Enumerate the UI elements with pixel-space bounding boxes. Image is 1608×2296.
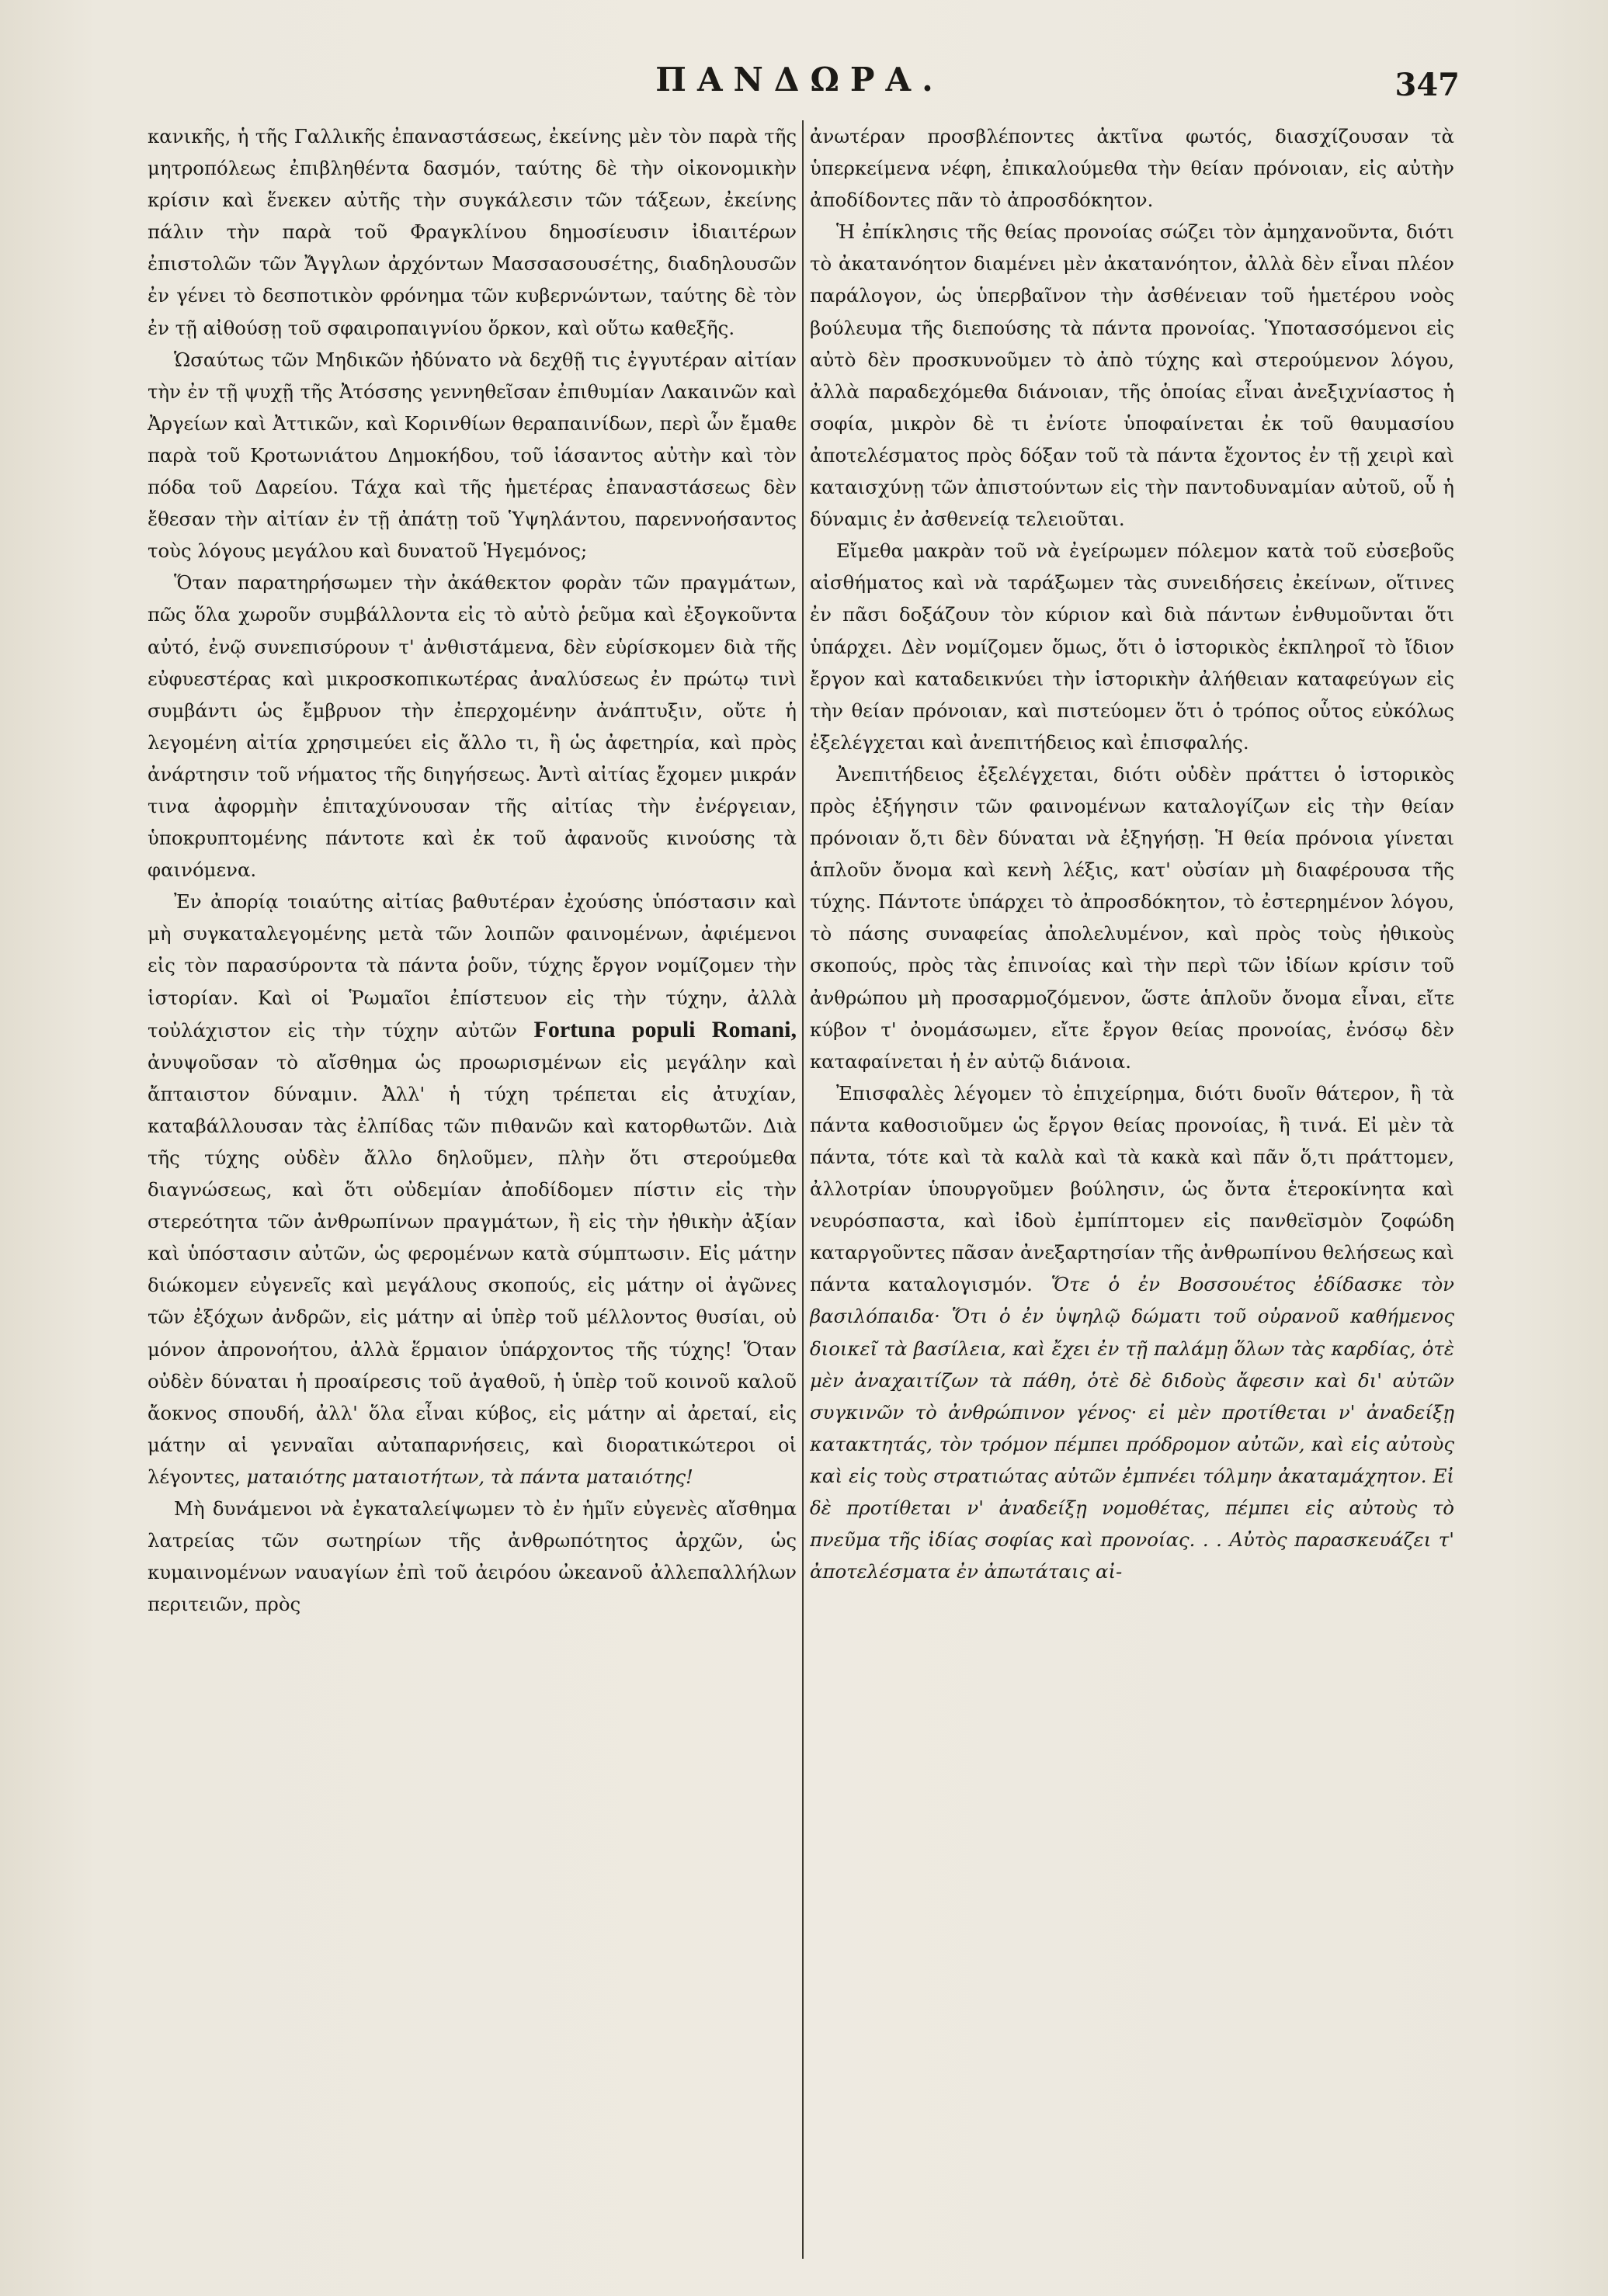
running-title: ΠΑΝΔΩΡΑ. bbox=[655, 61, 944, 99]
italic-quote: ματαιότης ματαιοτήτων, τὰ πάντα ματαιότης! bbox=[246, 1465, 693, 1488]
paragraph-text: Ἐν ἀπορίᾳ τοιαύτης αἰτίας βαθυτέραν ἐχούσης ὑπόστασιν καὶ μὴ συγκαταλεγομένης μετὰ τῶν λοιπῶν φαινομένων, ἀφιέμενοι εἰς τὸν παρασύροντα τὰ πάντα ῥοῦν, τύχης ἔργον νομίζομεν τὴν ἱστορίαν. Καὶ οἱ Ῥωμαῖοι ἐπίστευον εἰς τὴν τύχην, ἀλλὰ τοὐλάχιστον εἰς τὴν τύχην αὐτῶν bbox=[148, 890, 797, 1042]
paragraph: ἀνωτέραν προσβλέποντες ἀκτῖνα φωτός, διασχίζουσαν τὰ ὑπερκείμενα νέφη, ἐπικαλούμεθα τὴν θείαν πρόνοιαν, εἰς αὐτὴν ἀποδίδοντες πᾶν τὸ ἀπροσδόκητον. bbox=[810, 125, 1454, 212]
paragraph: Ἀνεπιτήδειος ἐξελέγχεται, διότι οὐδὲν πράττει ὁ ἱστορικὸς πρὸς ἐξήγησιν τῶν φαινομένων καταλογίζων εἰς τὴν θείαν πρόνοιαν ὅ,τι δὲν δύναται νὰ ἐξηγήσῃ. Ἡ θεία πρόνοια γίνεται ἁπλοῦν ὄνομα καὶ κενὴ λέξις, κατ' οὐσίαν μὴ διαφέρουσα τῆς τύχης. Πάντοτε ὑπάρχει τὸ ἀπροσδόκητον, τὸ ἐστερημένον λόγου, τὸ πάσης συναφείας ἀπολελυμένον, καὶ πρὸς τοὺς ἠθικοὺς σκοπούς, πρὸς τὰς ἐπινοίας καὶ τὴν περὶ τῶν ἰδίων κρίσιν τοῦ ἀνθρώπου μὴ προσαρμοζόμενον, ὥστε ἁπλοῦν ὄνομα εἶναι, εἴτε κύβον τ' ὀνομάσωμεν, εἴτε ἔργον θείας προνοίας, ἐνόσῳ δὲν καταφαίνεται ἡ ἐν αὐτῷ διάνοια. bbox=[810, 762, 1454, 1073]
latin-phrase: Fortuna populi Romani, bbox=[533, 1016, 797, 1042]
right-column bbox=[810, 120, 1454, 2259]
paragraph: Ὅταν παρατηρήσωμεν τὴν ἀκάθεκτον φορὰν τῶν πραγμάτων, πῶς ὅλα χωροῦν συμβάλλοντα εἰς τὸ αὐτὸ ῥεῦμα καὶ ἐξογκοῦντα αὐτό, ἐνῷ συνεπισύρουν τ' ἀνθιστάμενα, δὲν εὑρίσκομεν διὰ τῆς εὐφυεστέρας καὶ μικροσκοπικωτέρας ἀναλύσεως ἐν πρώτῳ τινὶ συμβάντι ὡς ἔμβρυον τὴν ἐπερχομένην ἀνάπτυξιν, οὔτε ἡ λεγομένη αἰτία χρησιμεύει εἰς ἄλλο τι, ἢ ὡς ἀφετηρία, καὶ πρὸς ἀνάρτησιν τοῦ νήματος τῆς διηγήσεως. Ἀντὶ αἰτίας ἔχομεν μικράν τινα ἀφορμὴν ἐπιταχύνουσαν τῆς αἰτίας τὴν ἐνέργειαν, ὑποκρυπτομένης πάντοτε καὶ ἐκ τοῦ ἀφανοῦς κινούσης τὰ φαινόμενα. bbox=[148, 571, 797, 882]
paragraph: Εἴμεθα μακρὰν τοῦ νὰ ἐγείρωμεν πόλεμον κατὰ τοῦ εὐσεβοῦς αἰσθήματος καὶ νὰ ταράξωμεν τὰς συνειδήσεις ἐκείνων, οἵτινες ἐν πᾶσι δοξάζουν τὸν κύριον καὶ διὰ πάντων ἐνθυμοῦνται ὅτι ὑπάρχει. Δὲν νομίζομεν ὅμως, ὅτι ὁ ἱστορικὸς ἐκπληροῖ τὸ ἴδιον ἔργον καὶ καταδεικνύει τὴν ἱστορικὴν ἀλήθειαν καταφεύγων εἰς τὴν θείαν πρόνοιαν, καὶ πιστεύομεν ὅτι ὁ τρόπος οὗτος εὐκόλως ἐξελέγχεται καὶ ἀνεπιτήδειος καὶ ἐπισφαλής. bbox=[810, 539, 1454, 754]
left-column bbox=[148, 120, 797, 2259]
paragraph: κανικῆς, ἡ τῆς Γαλλικῆς ἐπαναστάσεως, ἐκείνης μὲν τὸν παρὰ τῆς μητροπόλεως ἐπιβληθέντα δασμόν, ταύτης δὲ τὴν οἰκονομικὴν κρίσιν καὶ ἕνεκεν αὐτῆς τὴν συγκάλεσιν τῶν τάξεων, ἐκείνης πάλιν τὴν παρὰ τοῦ Φραγκλίνου δημοσίευσιν ἰδιαιτέρων ἐπιστολῶν τῶν Ἄγγλων ἀρχόντων Μασσασουσέτης, διαδηλουσῶν ἐν γένει τὸ δεσποτικὸν φρόνημα τῶν κυβερνώντων, ταύτης δὲ τὸν ἐν τῇ αἰθούσῃ τοῦ σφαιροπαιγνίου ὅρκον, καὶ οὕτω καθεξῆς. bbox=[148, 125, 797, 339]
paragraph-text: ἀνυψοῦσαν τὸ αἴσθημα ὡς προωρισμένων εἰς μεγάλην καὶ ἄπταιστον δύναμιν. Ἀλλ' ἡ τύχη τρέπεται εἰς ἀτυχίαν, καταβάλλουσαν τὰς ἐλπίδας τῶν πιθανῶν καὶ κατορθωτῶν. Διὰ τῆς τύχης οὐδὲν ἄλλο δηλοῦμεν, πλὴν ὅτι στερούμεθα διαγνώσεως, καὶ ὅτι οὐδεμίαν ἀποδίδομεν πίστιν εἰς τὴν στερεότητα τῶν ἀνθρωπίνων πραγμάτων, ἢ εἰς τὴν ἠθικὴν ἀξίαν καὶ ὑπόστασιν αὐτῶν, ὡς φερομένων κατὰ σύμπτωσιν. Εἰς μάτην διώκομεν εὐγενεῖς καὶ μεγάλους σκοπούς, εἰς μάτην οἱ ἀγῶνες τῶν ἐξόχων ἀνδρῶν, εἰς μάτην αἱ ὑπὲρ τοῦ μέλλοντος θυσίαι, οὐ μόνον ἀπρονοήτου, ἀλλὰ ἕρμαιον ὑπάρχοντος τῆς τύχης! Ὅταν οὐδὲν δύναται ἡ προαίρεσις τοῦ ἀγαθοῦ, ἡ ὑπὲρ τοῦ κοινοῦ καλοῦ ἄοκνος σπουδή, ἀλλ' ὅλα εἶναι κύβος, εἰς μάτην αἱ ἀρεταί, εἰς μάτην αἱ γενναῖαι αὐταπαρνήσεις, καὶ διορατικώτεροι οἱ λέγοντες, bbox=[148, 1050, 797, 1488]
paragraph: Μὴ δυνάμενοι νὰ ἐγκαταλείψωμεν τὸ ἐν ἡμῖν εὐγενὲς αἴσθημα λατρείας τῶν σωτηρίων τῆς ἀνθρωπότητος ἀρχῶν, ὡς κυμαινομένων ναυαγίων ἐπὶ τοῦ ἀειρόου ὠκεανοῦ ἀλλεπαλλήλων περιτειῶν, πρὸς bbox=[148, 1497, 797, 1616]
paragraph-text: Ἐπισφαλὲς λέγομεν τὸ ἐπιχείρημα, διότι δυοῖν θάτερον, ἢ τὰ πάντα καθοσιοῦμεν ὡς ἔργον θείας προνοίας, ἢ τινά. Εἰ μὲν τὰ πάντα, τότε καὶ τὰ καλὰ καὶ τὰ κακὰ καὶ πᾶν ὅ,τι πράττομεν, ἀλλοτρίαν ὑπουργοῦμεν βούλησιν, ὡς ὄντα ἑτεροκίνητα καὶ νευρόσπαστα, καὶ ἰδοὺ ἐμπίπτομεν εἰς πανθεϊσμὸν ζοφώδη καταργοῦντες πᾶσαν ἀνεξαρτησίαν τῆς ἀνθρωπίνου θελήσεως καὶ πάντα καταλογισμόν. bbox=[810, 1081, 1454, 1296]
paragraph: Ὡσαύτως τῶν Μηδικῶν ἠδύνατο νὰ δεχθῇ τις ἐγγυτέραν αἰτίαν τὴν ἐν τῇ ψυχῇ τῆς Ἀτόσσης γεννηθεῖσαν ἐπιθυμίαν Λακαινῶν καὶ Ἀργείων καὶ Ἀττικῶν, καὶ Κορινθίων θεραπαινίδων, περὶ ὧν ἔμαθε παρὰ τοῦ Κροτωνιάτου Δημοκήδου, τοῦ ἰάσαντος αὐτὴν καὶ τὸν πόδα τοῦ Δαρείου. Τάχα καὶ τῆς ἡμετέρας ἐπαναστάσεως δὲν ἔθεσαν τὴν αἰτίαν ἐν τῇ ἀπάτῃ τοῦ Ὑψηλάντου, παρεννοήσαντος τοὺς λόγους μεγάλου καὶ δυνατοῦ Ἡγεμόνος; bbox=[148, 348, 797, 563]
page-header bbox=[140, 61, 1460, 115]
paragraph bbox=[148, 886, 797, 1493]
column-divider bbox=[802, 120, 804, 2259]
italic-quote: Ὅτε ὁ ἐν Βοσσουέτος ἐδίδασκε τὸν βασιλόπαιδα· Ὅτι ὁ ἐν ὑψηλῷ δώματι τοῦ οὐρανοῦ καθήμενος διοικεῖ τὰ βασίλεια, καὶ ἔχει ἐν τῇ παλάμῃ ὅλων τὰς καρδίας, ὁτὲ μὲν ἀναχαιτίζων τὰ πάθη, ὁτὲ δὲ διδοὺς ἄφεσιν καὶ δι' αὐτῶν συγκινῶν τὸ ἀνθρώπινον γένος· εἰ μὲν προτίθεται ν' ἀναδείξῃ κατακτητάς, τὸν τρόμον πέμπει πρόδρομον αὐτῶν, καὶ εἰς αὐτοὺς καὶ εἰς τοὺς στρατιώτας αὐτῶν ἐμπνέει τόλμην ἀκαταμάχητον. Εἰ δὲ προτίθεται ν' ἀναδείξῃ νομοθέτας, πέμπει εἰς αὐτοὺς τὸ πνεῦμα τῆς ἰδίας σοφίας καὶ προνοίας. . . Αὐτὸς παρασκευάζει τ' ἀποτελέσματα ἐν ἀπωτάταις αἰ- bbox=[810, 1273, 1454, 1583]
page-number: 347 bbox=[1394, 67, 1460, 103]
paragraph: Ἡ ἐπίκλησις τῆς θείας προνοίας σώζει τὸν ἀμηχανοῦντα, διότι τὸ ἀκατανόητον διαμένει μὲν ἀκατανόητον, ἀλλὰ δὲν εἶναι πλέον παράλογον, ὡς ὑπερβαῖνον τὴν ἀσθένειαν τοῦ ἡμετέρου νοὸς βούλευμα τῆς διεπούσης τὰ πάντα προνοίας. Ὑποτασσόμενοι εἰς αὐτὸ δὲν προσκυνοῦμεν τὸ ἀπὸ τύχης καὶ στερούμενον λόγου, ἀλλὰ παραδεχόμεθα διάνοιαν, τῆς ὁποίας εἶναι ἀνεξιχνίαστος ἡ σοφία, μικρὸν δὲ τι ἐνίοτε ὑποφαίνεται ἐκ τοῦ θαυμασίου ἀποτελέσματος πρὸς δόξαν τοῦ τὰ πάντα ἔχοντος ἐν τῇ χειρὶ καὶ καταισχύνῃ τῶν ἀπιστούντων εἰς τὴν παντοδυναμίαν αὐτοῦ, οὗ ἡ δύναμις ἐν ἀσθενείᾳ τελειοῦται. bbox=[810, 220, 1454, 531]
paragraph bbox=[810, 1077, 1454, 1588]
